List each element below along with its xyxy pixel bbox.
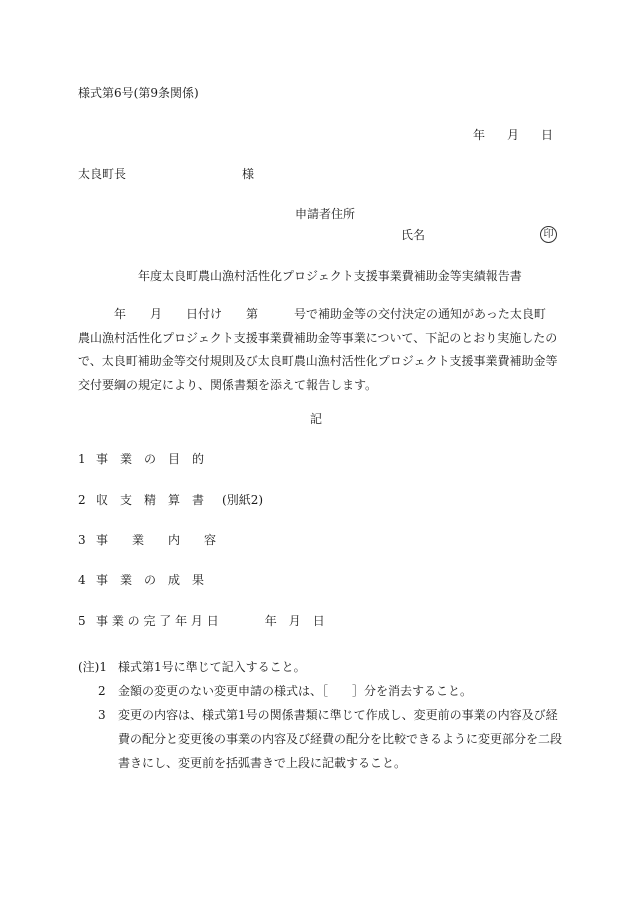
addressee-honorific: 様 [242, 167, 255, 181]
body-line: で、太良町補助金等交付規則及び太良町農山漁村活性化プロジェクト支援事業費補助金等 [78, 354, 558, 368]
date-year: 年 [473, 128, 486, 142]
date-day: 日 [541, 128, 554, 142]
date-line [473, 127, 553, 143]
notes-label: (注) [78, 660, 100, 674]
document-title: 年度太良町農山漁村活性化プロジェクト支援事業費補助金等実績報告書 [138, 269, 522, 283]
body-paragraph [78, 303, 560, 397]
form-number: 様式第6号(第9条関係) [78, 86, 199, 100]
notes-section [78, 655, 562, 775]
note-text: 金額の変更のない変更申請の様式は、［ ］分を消去すること。 [118, 684, 473, 698]
item-number: 4 [78, 573, 86, 587]
list-item [78, 613, 325, 629]
item-number: 2 [78, 493, 86, 507]
note-text: 変更の内容は、様式第1号の関係書類に準じて作成し、変更前の事業の内容及び経費の配分と変更後の事業の内容及び経費の配分を比較できるように変更部分を二段書きにし、変更前を括弧書きで上段に記載すること。 [118, 708, 563, 770]
body-line: 年 月 日付け 第 号で補助金等の交付決定の通知があった太良町 [78, 307, 546, 321]
note-number: 2 [98, 684, 106, 698]
item-label: 事 業 の 成 果 [96, 573, 205, 587]
list-item [78, 451, 204, 467]
seal-mark: 印 [540, 226, 557, 243]
note-number: 1 [99, 660, 108, 674]
note-item [78, 655, 562, 679]
item-number: 1 [78, 452, 86, 466]
applicant-name-label: 氏名 [401, 228, 426, 242]
note-text: 様式第1号に準じて記入すること。 [118, 660, 306, 674]
list-item [78, 532, 216, 548]
addressee-name: 太良町長 [78, 167, 127, 181]
note-item [78, 703, 562, 775]
list-item [78, 572, 204, 588]
applicant-address-label: 申請者住所 [295, 207, 356, 221]
note-item [78, 679, 562, 703]
item-label: 事 業 内 容 [96, 533, 217, 547]
note-number: 3 [98, 708, 106, 722]
item-extra: 年 月 日 [264, 614, 325, 628]
item-number: 5 [78, 614, 86, 628]
body-line: 交付要綱の規定により、関係書類を添えて報告します。 [78, 377, 378, 392]
date-month: 月 [507, 128, 520, 142]
ki-heading: 記 [310, 412, 323, 426]
body-line: 農山漁村活性化プロジェクト支援事業費補助金等事業について、下記のとおり実施したの [78, 330, 558, 345]
list-item [78, 492, 263, 508]
item-label: 事 業 の 完 了 年 月 日 [96, 614, 219, 628]
item-label: 収 支 精 算 書 [96, 493, 205, 507]
item-number: 3 [78, 533, 86, 547]
item-label: 事 業 の 目 的 [96, 452, 205, 466]
item-extra: (別紙2) [222, 493, 264, 507]
